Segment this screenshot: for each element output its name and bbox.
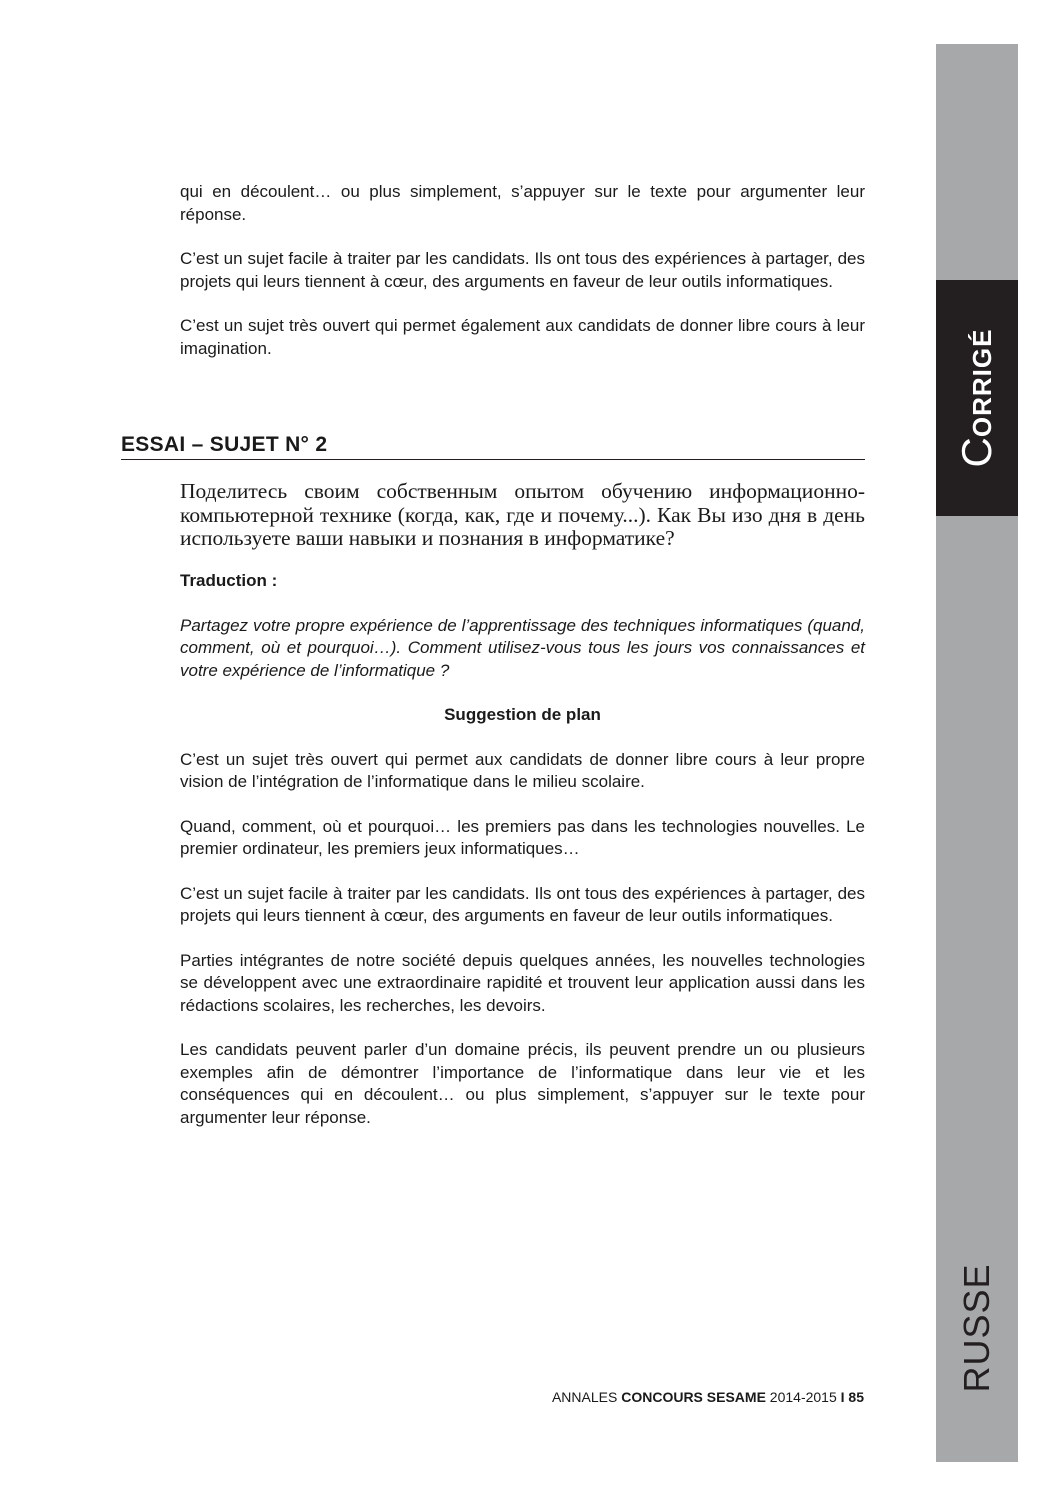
russian-prompt: Поделитесь своим собственным опытом обучению информационно-компьютерной технике (когда, как, где и почему...). Как Вы изо дня в день используете ваши навыки и познания в информатике? bbox=[180, 479, 865, 550]
page-number: 85 bbox=[848, 1389, 864, 1405]
plan-title: Suggestion de plan bbox=[444, 705, 601, 724]
traduction-text: Partagez votre propre expérience de l’apprentissage des techniques informatiques (quand, comment, où et pourquoi…). Comment utilisez-vous tous les jours vos connaissances et votre expérience de l’informatique ? bbox=[180, 615, 865, 680]
intro-block bbox=[180, 181, 865, 382]
subject-label: RUSSE bbox=[956, 1263, 997, 1393]
body-paragraph: Quand, comment, où et pourquoi… les premiers pas dans les technologies nouvelles. Le premier ordinateur, les premiers jeux informatiques… bbox=[180, 816, 865, 858]
page-footer bbox=[552, 1389, 864, 1405]
essay-body bbox=[180, 570, 865, 1151]
corrige-label bbox=[953, 328, 1000, 468]
body-paragraph: C’est un sujet facile à traiter par les candidats. Ils ont tous des expériences à partager, des projets qui leurs tiennent à cœur, des arguments en faveur de leur outils informatiques. bbox=[180, 883, 865, 925]
intro-paragraph: C’est un sujet facile à traiter par les candidats. Ils ont tous des expériences à partager, des projets qui leurs tiennent à cœur, des arguments en faveur de leur outils informatiques. bbox=[180, 249, 865, 291]
body-paragraph: Les candidats peuvent parler d’un domaine précis, ils peuvent prendre un ou plusieurs exemples afin de démontrer l’importance de l’informatique dans leur vie et les conséquences qui en découlent… ou plus simplement, s’appuyer sur le texte pour argumenter leur réponse. bbox=[180, 1040, 865, 1127]
corrige-rest: ORRIGÉ bbox=[967, 328, 997, 438]
footer-prefix: ANNALES bbox=[551, 1389, 618, 1405]
footer-years: 2014-2015 bbox=[769, 1389, 837, 1405]
footer-title: CONCOURS SESAME bbox=[621, 1389, 766, 1405]
traduction-label: Traduction : bbox=[180, 571, 278, 590]
corrige-initial: C bbox=[953, 437, 1000, 468]
side-tab-strip bbox=[936, 44, 1018, 1462]
section-title: ESSAI – SUJET N° 2 bbox=[121, 433, 865, 460]
footer-separator: I bbox=[840, 1389, 845, 1405]
intro-paragraph: C’est un sujet très ouvert qui permet également aux candidats de donner libre cours à leur imagination. bbox=[180, 316, 865, 358]
body-paragraph: C’est un sujet très ouvert qui permet aux candidats de donner libre cours à leur propre vision de l’intégration de l’informatique dans le milieu scolaire. bbox=[180, 749, 865, 791]
intro-paragraph: qui en découlent… ou plus simplement, s’appuyer sur le texte pour argumenter leur réponse. bbox=[180, 182, 865, 224]
body-paragraph: Parties intégrantes de notre société depuis quelques années, les nouvelles technologies se développent avec une extraordinaire rapidité et trouvent leur application aussi dans les rédactions scolaires, les recherches, les devoirs. bbox=[180, 950, 865, 1015]
